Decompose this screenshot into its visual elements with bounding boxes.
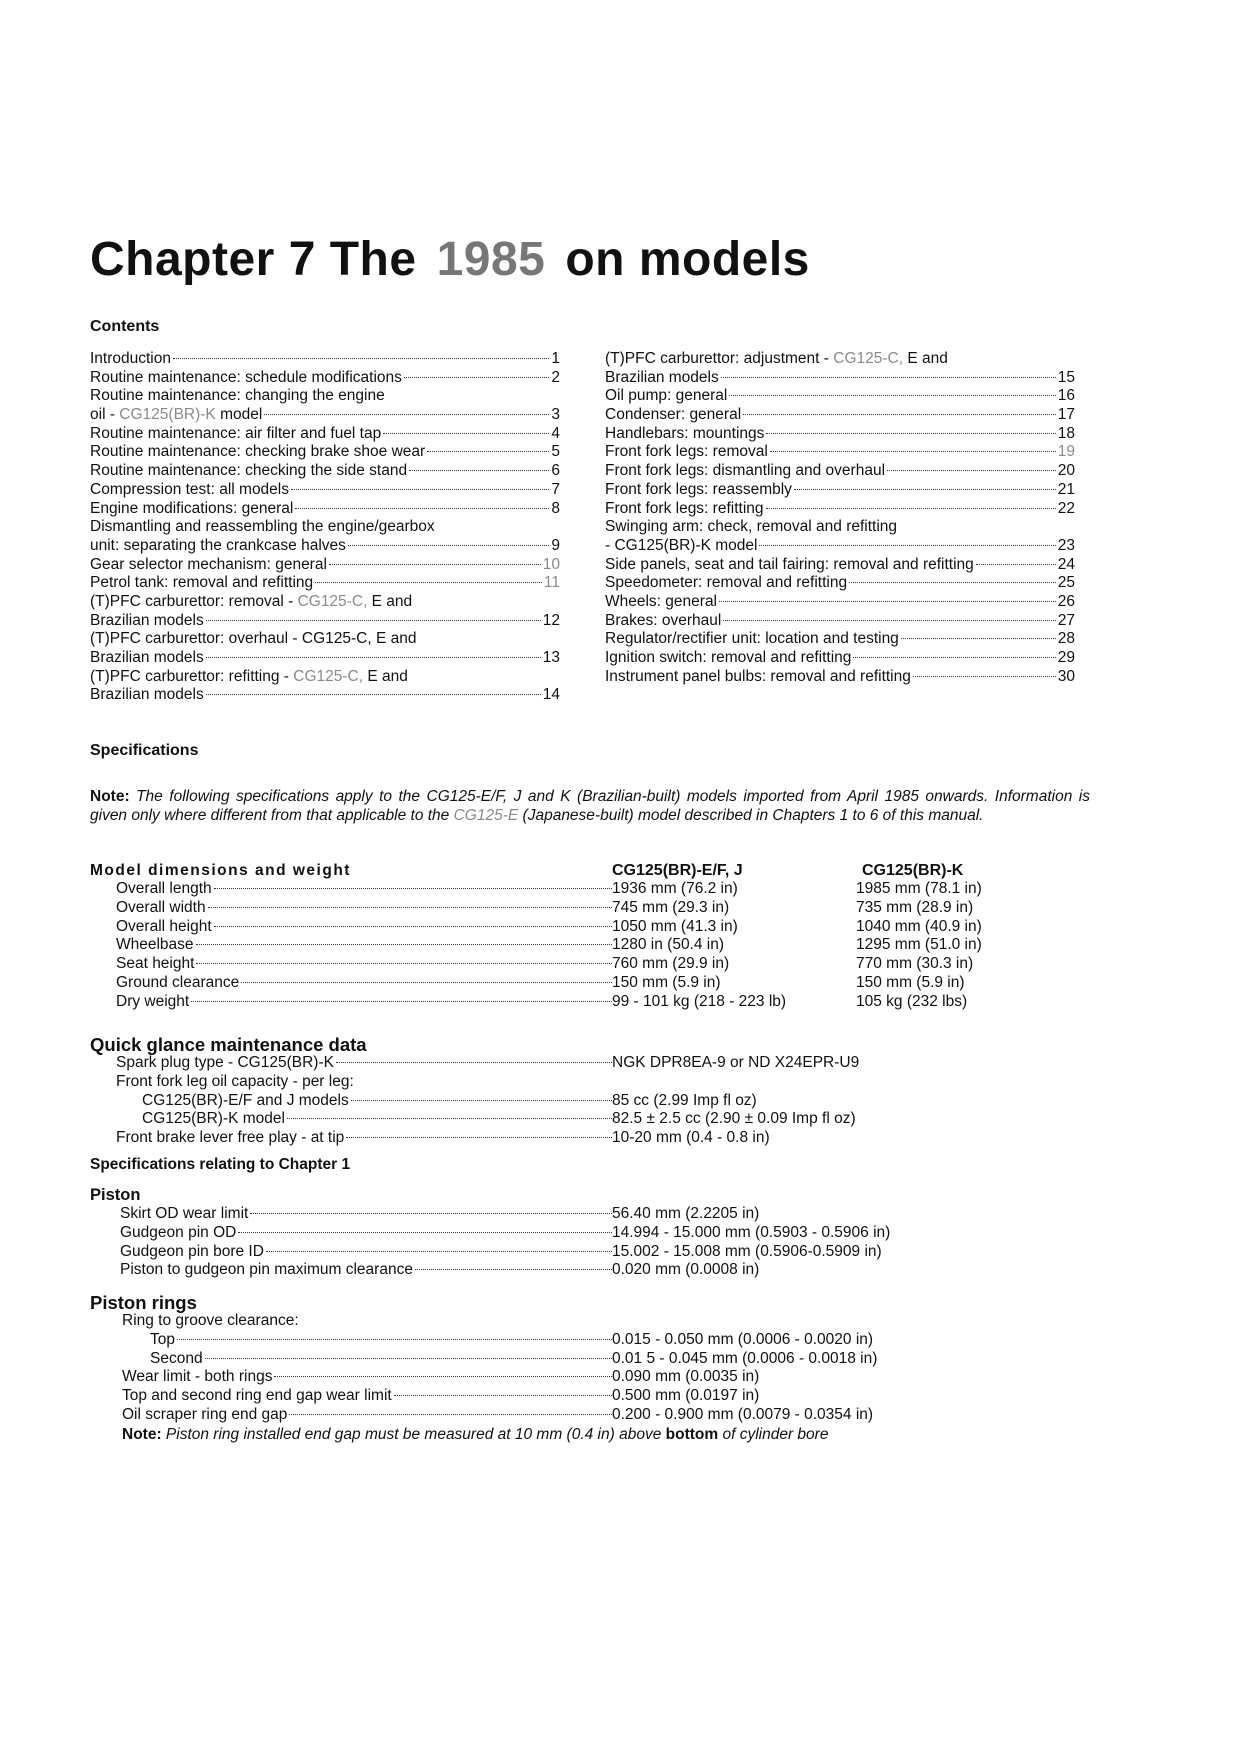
- contents-entry-text: Brazilian models: [90, 649, 204, 666]
- quick-row-brake: [0, 1129, 1240, 1148]
- rings-heading: Piston rings: [90, 1292, 197, 1313]
- contents-page-number: 10: [542, 555, 560, 573]
- contents-page-number: 11: [543, 574, 560, 592]
- dimensions-table: [0, 880, 1240, 1012]
- contents-page-number: 20: [1057, 462, 1075, 480]
- contents-entry: [90, 612, 560, 631]
- entry-text-post: E and: [363, 667, 408, 685]
- dot-leader: [794, 489, 1056, 490]
- contents-entry-text: Introduction: [90, 350, 171, 367]
- spec-label: Wear limit - both rings: [122, 1368, 273, 1386]
- dot-leader: [770, 451, 1056, 452]
- dot-leader: [266, 1251, 612, 1252]
- contents-page-number: 25: [1057, 574, 1075, 592]
- spec-label: Overall length: [116, 880, 212, 897]
- entry-text-grey: CG125-C,: [293, 667, 364, 685]
- spec-value: 56.40 mm (2.2205 in): [612, 1205, 760, 1222]
- rings-note-label: Note:: [122, 1426, 162, 1443]
- dot-leader: [721, 377, 1056, 378]
- quick-row-fork-k: [0, 1110, 1240, 1129]
- spec-value: 1050 mm (41.3 in): [612, 917, 738, 935]
- contents-entry-text: Handlebars: mountings: [605, 424, 765, 442]
- entry-text-post: E and: [367, 592, 413, 610]
- fork-ej-label: CG125(BR)-E/F and J models: [142, 1091, 349, 1109]
- dot-leader: [329, 564, 541, 565]
- spec-label-group: [120, 1224, 612, 1243]
- dot-leader: [173, 358, 549, 359]
- rings-clearance-label: Ring to groove clearance:: [122, 1312, 299, 1329]
- contents-entry-text: Routine maintenance: schedule modifications: [90, 368, 402, 386]
- dot-leader: [238, 1232, 612, 1233]
- spec-value: 745 mm (29.3 in): [612, 898, 730, 916]
- contents-entry: [605, 387, 1075, 406]
- contents-page-number: 26: [1057, 592, 1075, 610]
- spec-value-k: 735 mm (28.9 in): [856, 898, 974, 916]
- fork-ej-value: 85 cc (2.99 Imp fl oz): [612, 1091, 757, 1109]
- rings-table: [0, 1312, 1240, 1425]
- contents-entry: [605, 406, 1075, 425]
- rings-note: [122, 1426, 828, 1444]
- spec-label-group: [122, 1368, 612, 1387]
- contents-entry-text: Wheels: general: [605, 592, 718, 610]
- dot-leader: [719, 601, 1056, 602]
- spec-row: [0, 1224, 1240, 1243]
- spec-label-group: [120, 1243, 612, 1262]
- dimensions-heading: Model dimensions and weight: [90, 862, 351, 879]
- spec-label-group: [150, 1350, 612, 1369]
- entry-text-pre: (T)PFC carburettor: adjustment -: [605, 350, 834, 367]
- contents-entry: [605, 443, 1075, 462]
- quick-row-spark: [0, 1054, 1240, 1073]
- dot-leader: [214, 888, 612, 889]
- contents-entry: [90, 686, 560, 705]
- dot-leader: [177, 1339, 612, 1340]
- contents-right-column: [605, 350, 1075, 686]
- dot-leader: [206, 657, 541, 658]
- contents-entry: [605, 593, 1075, 612]
- contents-entry: [605, 630, 1075, 649]
- spec-row: [0, 993, 1240, 1012]
- contents-entry: [605, 425, 1075, 444]
- dot-leader: [250, 1213, 612, 1214]
- spec-label: Top and second ring end gap wear limit: [122, 1387, 392, 1405]
- contents-entry-text: (T)PFC carburettor: overhaul - CG125-C, E and: [90, 630, 417, 648]
- rings-note-text-1: Piston ring installed end gap must be measured at 10 mm (0.4 in) above: [161, 1426, 666, 1443]
- contents-page-number: 23: [1057, 536, 1075, 554]
- note-text-1: The following specifications apply to the CG125-E/F, J and K (Brazilian-built) models imported from April 1985 onwards. Information is given only where different from that applicable to the: [90, 788, 1090, 824]
- contents-entry-text: Routine maintenance: changing the engine: [90, 387, 385, 405]
- contents-entry-text: Brazilian models: [90, 686, 204, 704]
- spec-row: [0, 880, 1240, 899]
- contents-entry-text: Swinging arm: check, removal and refitting: [605, 518, 898, 536]
- rings-clearance-row: [0, 1312, 1240, 1331]
- dot-leader: [191, 1001, 612, 1002]
- contents-entry: [605, 481, 1075, 500]
- contents-entry-text: Brakes: overhaul: [605, 611, 722, 629]
- dot-leader: [887, 470, 1056, 471]
- entry-text-pre: (T)PFC carburettor: refitting -: [90, 667, 294, 685]
- dot-leader: [394, 1395, 612, 1396]
- spec-label-group: [122, 1387, 612, 1406]
- specifications-heading: Specifications: [90, 742, 199, 759]
- contents-page-number: 17: [1057, 406, 1075, 424]
- contents-entry-text: [90, 406, 262, 425]
- dot-leader: [766, 508, 1056, 509]
- spec-label: Oil scraper ring end gap: [122, 1405, 288, 1423]
- spec-label-group: [120, 1205, 612, 1224]
- contents-entry-text: Front fork legs: removal: [605, 443, 768, 461]
- contents-page-number: 13: [542, 649, 560, 666]
- contents-page-number: 16: [1057, 387, 1075, 405]
- quick-row-fork-ej: [0, 1092, 1240, 1111]
- spark-value: NGK DPR8EA-9 or ND X24EPR-U9: [612, 1054, 860, 1071]
- dot-leader: [853, 657, 1055, 658]
- spec-label: Second: [150, 1349, 203, 1367]
- dot-leader: [214, 926, 612, 927]
- contents-page-number: 30: [1057, 667, 1075, 685]
- contents-entry-text: [90, 668, 408, 685]
- contents-entry: [605, 462, 1075, 481]
- dot-leader: [348, 545, 549, 546]
- entry-text-grey: CG125(BR)-K: [119, 406, 216, 424]
- spec-row: [0, 1368, 1240, 1387]
- spec-value: 760 mm (29.9 in): [612, 955, 730, 973]
- spec-label: Wheelbase: [116, 936, 194, 954]
- contents-entry: [90, 649, 560, 668]
- contents-entry: [90, 630, 560, 649]
- contents-entry-text: [605, 350, 948, 367]
- spec-label: Overall width: [116, 898, 206, 916]
- spec-row: [0, 899, 1240, 918]
- dot-leader: [743, 414, 1056, 415]
- spec-value-k: 1040 mm (40.9 in): [856, 917, 982, 935]
- contents-entry: [605, 350, 1075, 369]
- dot-leader: [205, 1358, 612, 1359]
- spec-row: [0, 936, 1240, 955]
- contents-page-number: 9: [551, 536, 560, 554]
- contents-entry-text: Ignition switch: removal and refitting: [605, 649, 852, 666]
- contents-entry: [90, 425, 560, 444]
- contents-entry-text: Regulator/rectifier unit: location and testing: [605, 630, 899, 648]
- spec-value: 150 mm (5.9 in): [612, 973, 721, 991]
- entry-text-pre: oil -: [90, 406, 120, 424]
- spec-row: [0, 1350, 1240, 1369]
- contents-entry-text: Routine maintenance: checking brake shoe wear: [90, 443, 426, 461]
- note-label: Note:: [90, 788, 130, 805]
- contents-entry: [90, 462, 560, 481]
- contents-entry: [605, 518, 1075, 537]
- dot-leader: [206, 694, 541, 695]
- rings-note-text-2: of cylinder bore: [718, 1426, 829, 1443]
- spec-row: [0, 1406, 1240, 1425]
- contents-entry: [90, 481, 560, 500]
- dot-leader: [196, 944, 612, 945]
- contents-entry: [90, 518, 560, 537]
- contents-page-number: 24: [1057, 555, 1075, 573]
- dot-leader: [264, 414, 549, 415]
- dot-leader: [409, 470, 549, 471]
- spec-label-group: [150, 1331, 612, 1350]
- contents-entry-text: Compression test: all models: [90, 480, 289, 498]
- title-year: 1985: [436, 233, 546, 286]
- contents-entry: [90, 387, 560, 406]
- contents-entry-text: Petrol tank: removal and refitting: [90, 574, 314, 592]
- dot-leader: [383, 433, 549, 434]
- spec-row: [0, 1387, 1240, 1406]
- note-grey-model: CG125-E: [453, 806, 519, 824]
- dot-leader: [206, 620, 541, 621]
- contents-page-number: 12: [542, 611, 560, 629]
- dot-leader: [849, 582, 1056, 583]
- contents-entry: [90, 406, 560, 425]
- piston-heading: Piston: [90, 1186, 141, 1204]
- quick-table: [0, 1054, 1240, 1148]
- spec-value: 99 - 101 kg (218 - 223 lb): [612, 992, 787, 1010]
- spec-row: [0, 974, 1240, 993]
- spec-label-group: [116, 880, 612, 899]
- spec-row: [0, 1205, 1240, 1224]
- dot-leader: [241, 982, 612, 983]
- spec-label-group: [116, 936, 612, 955]
- contents-page-number: 19: [1057, 443, 1075, 461]
- contents-page-number: 8: [551, 499, 560, 517]
- fork-k-value: 82.5 ± 2.5 cc (2.90 ± 0.09 Imp fl oz): [612, 1110, 856, 1128]
- entry-text-grey: CG125-C,: [833, 350, 904, 367]
- dot-leader: [196, 963, 612, 964]
- spec-value: 0.200 - 0.900 mm (0.0079 - 0.0354 in): [612, 1405, 874, 1423]
- dot-leader: [976, 564, 1056, 565]
- spec-label-group: [116, 918, 612, 937]
- spec-value: 0.090 mm (0.0035 in): [612, 1368, 760, 1386]
- piston-table: [0, 1205, 1240, 1280]
- spec-value-k: 105 kg (232 lbs): [856, 992, 968, 1010]
- contents-entry: [605, 500, 1075, 519]
- dot-leader: [289, 1414, 612, 1415]
- dot-leader: [759, 545, 1055, 546]
- spec-row: [0, 955, 1240, 974]
- contents-page-number: 27: [1057, 611, 1075, 629]
- contents-entry-text: Gear selector mechanism: general: [90, 555, 327, 573]
- contents-entry-text: Dismantling and reassembling the engine/gearbox: [90, 518, 435, 536]
- spec-label-group: [116, 899, 612, 918]
- contents-page-number: 6: [551, 462, 560, 480]
- contents-entry-text: Front fork legs: refitting: [605, 499, 764, 517]
- contents-page-number: 18: [1057, 424, 1075, 442]
- contents-entry-text: Oil pump: general: [605, 387, 728, 405]
- contents-page-number: 15: [1057, 368, 1075, 386]
- contents-entry: [605, 574, 1075, 593]
- chapter1-heading: Specifications relating to Chapter 1: [90, 1156, 351, 1173]
- contents-entry-text: Front fork legs: reassembly: [605, 480, 792, 498]
- spec-value: 1936 mm (76.2 in): [612, 880, 738, 897]
- dot-leader: [295, 508, 549, 509]
- entry-text-post: E and: [903, 350, 948, 367]
- contents-entry: [90, 574, 560, 593]
- contents-entry: [90, 350, 560, 369]
- contents-page-number: 29: [1057, 649, 1075, 666]
- spec-label: Dry weight: [116, 992, 190, 1010]
- spec-label-group: [120, 1261, 612, 1280]
- spec-value: 1280 in (50.4 in): [612, 936, 725, 954]
- contents-heading: Contents: [90, 318, 160, 335]
- entry-text-post: model: [215, 406, 263, 424]
- spec-value-k: 1985 mm (78.1 in): [856, 880, 982, 897]
- spec-value: 0.015 - 0.050 mm (0.0006 - 0.0020 in): [612, 1330, 874, 1348]
- title-prefix: Chapter 7 The: [90, 233, 417, 286]
- spec-row: [0, 918, 1240, 937]
- spec-value: 0.500 mm (0.0197 in): [612, 1387, 760, 1405]
- spec-row: [0, 1243, 1240, 1262]
- quick-row-fork: [0, 1073, 1240, 1092]
- brake-value: 10-20 mm (0.4 - 0.8 in): [612, 1129, 770, 1147]
- spec-value: 0.01 5 - 0.045 mm (0.0006 - 0.0018 in): [612, 1349, 878, 1367]
- contents-entry-text: Brazilian models: [90, 611, 204, 629]
- spec-label-group: [116, 974, 612, 993]
- contents-entry-text: Routine maintenance: air filter and fuel tap: [90, 424, 382, 442]
- contents-entry: [90, 668, 560, 687]
- dot-leader: [274, 1376, 612, 1377]
- spec-label: Skirt OD wear limit: [120, 1205, 249, 1222]
- contents-entry-text: Engine modifications: general: [90, 499, 294, 517]
- dot-leader: [291, 489, 549, 490]
- spec-label: Gudgeon pin bore ID: [120, 1242, 264, 1260]
- contents-left-column: [90, 350, 560, 705]
- contents-entry-text: Routine maintenance: checking the side stand: [90, 462, 408, 480]
- rings-note-bold: bottom: [665, 1426, 719, 1443]
- contents-page-number: 7: [551, 480, 560, 498]
- spec-value-k: 770 mm (30.3 in): [856, 955, 974, 973]
- contents-entry: [90, 500, 560, 519]
- contents-page-number: 3: [551, 406, 560, 424]
- spec-label: Piston to gudgeon pin maximum clearance: [120, 1261, 413, 1279]
- fork-label: Front fork leg oil capacity - per leg:: [116, 1072, 354, 1090]
- contents-page-number: 28: [1057, 630, 1075, 648]
- contents-entry-text: Side panels, seat and tail fairing: removal and refitting: [605, 555, 974, 573]
- contents-entry-text: Brazilian models: [605, 368, 719, 386]
- spec-label: Gudgeon pin OD: [120, 1223, 237, 1241]
- spec-row: [0, 1261, 1240, 1280]
- dot-leader: [766, 433, 1055, 434]
- spec-value: 0.020 mm (0.0008 in): [612, 1261, 760, 1279]
- dot-leader: [723, 620, 1055, 621]
- contents-entry: [90, 443, 560, 462]
- contents-entry-text: Front fork legs: dismantling and overhaul: [605, 462, 886, 480]
- dot-leader: [404, 377, 549, 378]
- contents-entry: [90, 369, 560, 388]
- contents-entry-text: - CG125(BR)-K model: [605, 536, 758, 554]
- chapter-title: [90, 232, 810, 287]
- fork-k-label: CG125(BR)-K model: [142, 1110, 285, 1128]
- spec-value: 15.002 - 15.008 mm (0.5906-0.5909 in): [612, 1242, 882, 1260]
- contents-entry: [90, 593, 560, 612]
- entry-text-pre: (T)PFC carburettor: removal -: [90, 592, 298, 610]
- spec-label-group: [122, 1406, 612, 1425]
- contents-page-number: 1: [551, 350, 560, 367]
- contents-page-number: 2: [551, 368, 560, 386]
- contents-entry: [605, 649, 1075, 668]
- spec-label: Ground clearance: [116, 973, 240, 991]
- dot-leader: [315, 582, 542, 583]
- dot-leader: [208, 907, 612, 908]
- dot-leader: [729, 395, 1055, 396]
- specifications-note: [90, 788, 1090, 825]
- spec-row: [0, 1331, 1240, 1350]
- contents-entry: [605, 369, 1075, 388]
- spec-label-group: [116, 993, 612, 1012]
- dimensions-col1-heading: CG125(BR)-E/F, J: [612, 862, 743, 879]
- contents-entry-text: Instrument panel bulbs: removal and refitting: [605, 667, 911, 685]
- spec-value-k: 150 mm (5.9 in): [856, 973, 965, 991]
- dot-leader: [901, 638, 1056, 639]
- contents-entry-text: unit: separating the crankcase halves: [90, 536, 346, 554]
- spark-label: Spark plug type - CG125(BR)-K: [116, 1054, 334, 1071]
- contents-page-number: 5: [551, 443, 560, 461]
- contents-page-number: 4: [551, 424, 560, 442]
- contents-page-number: 14: [542, 686, 560, 704]
- title-suffix: on models: [565, 233, 810, 286]
- spec-label: Top: [150, 1330, 175, 1348]
- contents-entry-text: Condenser: general: [605, 406, 742, 424]
- spec-label: Overall height: [116, 917, 212, 935]
- spec-label: Seat height: [116, 955, 195, 973]
- contents-entry: [605, 537, 1075, 556]
- contents-entry: [605, 668, 1075, 687]
- dimensions-col2-heading: CG125(BR)-K: [862, 862, 964, 879]
- spec-value-k: 1295 mm (51.0 in): [856, 936, 982, 954]
- contents-page-number: 22: [1057, 499, 1075, 517]
- contents-entry-text: [90, 593, 412, 610]
- dot-leader: [427, 451, 549, 452]
- dot-leader: [913, 676, 1056, 677]
- note-text-2: (Japanese-built) model described in Chapters 1 to 6 of this manual.: [518, 806, 984, 824]
- contents-entry: [90, 556, 560, 575]
- contents-entry-text: Speedometer: removal and refitting: [605, 574, 848, 592]
- contents-page-number: 21: [1057, 480, 1075, 498]
- contents-entry: [90, 537, 560, 556]
- dot-leader: [415, 1269, 612, 1270]
- spec-value: 14.994 - 15.000 mm (0.5903 - 0.5906 in): [612, 1223, 891, 1241]
- contents-entry: [605, 556, 1075, 575]
- quick-heading: Quick glance maintenance data: [90, 1034, 367, 1055]
- brake-label: Front brake lever free play - at tip: [116, 1129, 345, 1147]
- contents-entry: [605, 612, 1075, 631]
- spec-label-group: [116, 955, 612, 974]
- entry-text-grey: CG125-C,: [297, 592, 368, 610]
